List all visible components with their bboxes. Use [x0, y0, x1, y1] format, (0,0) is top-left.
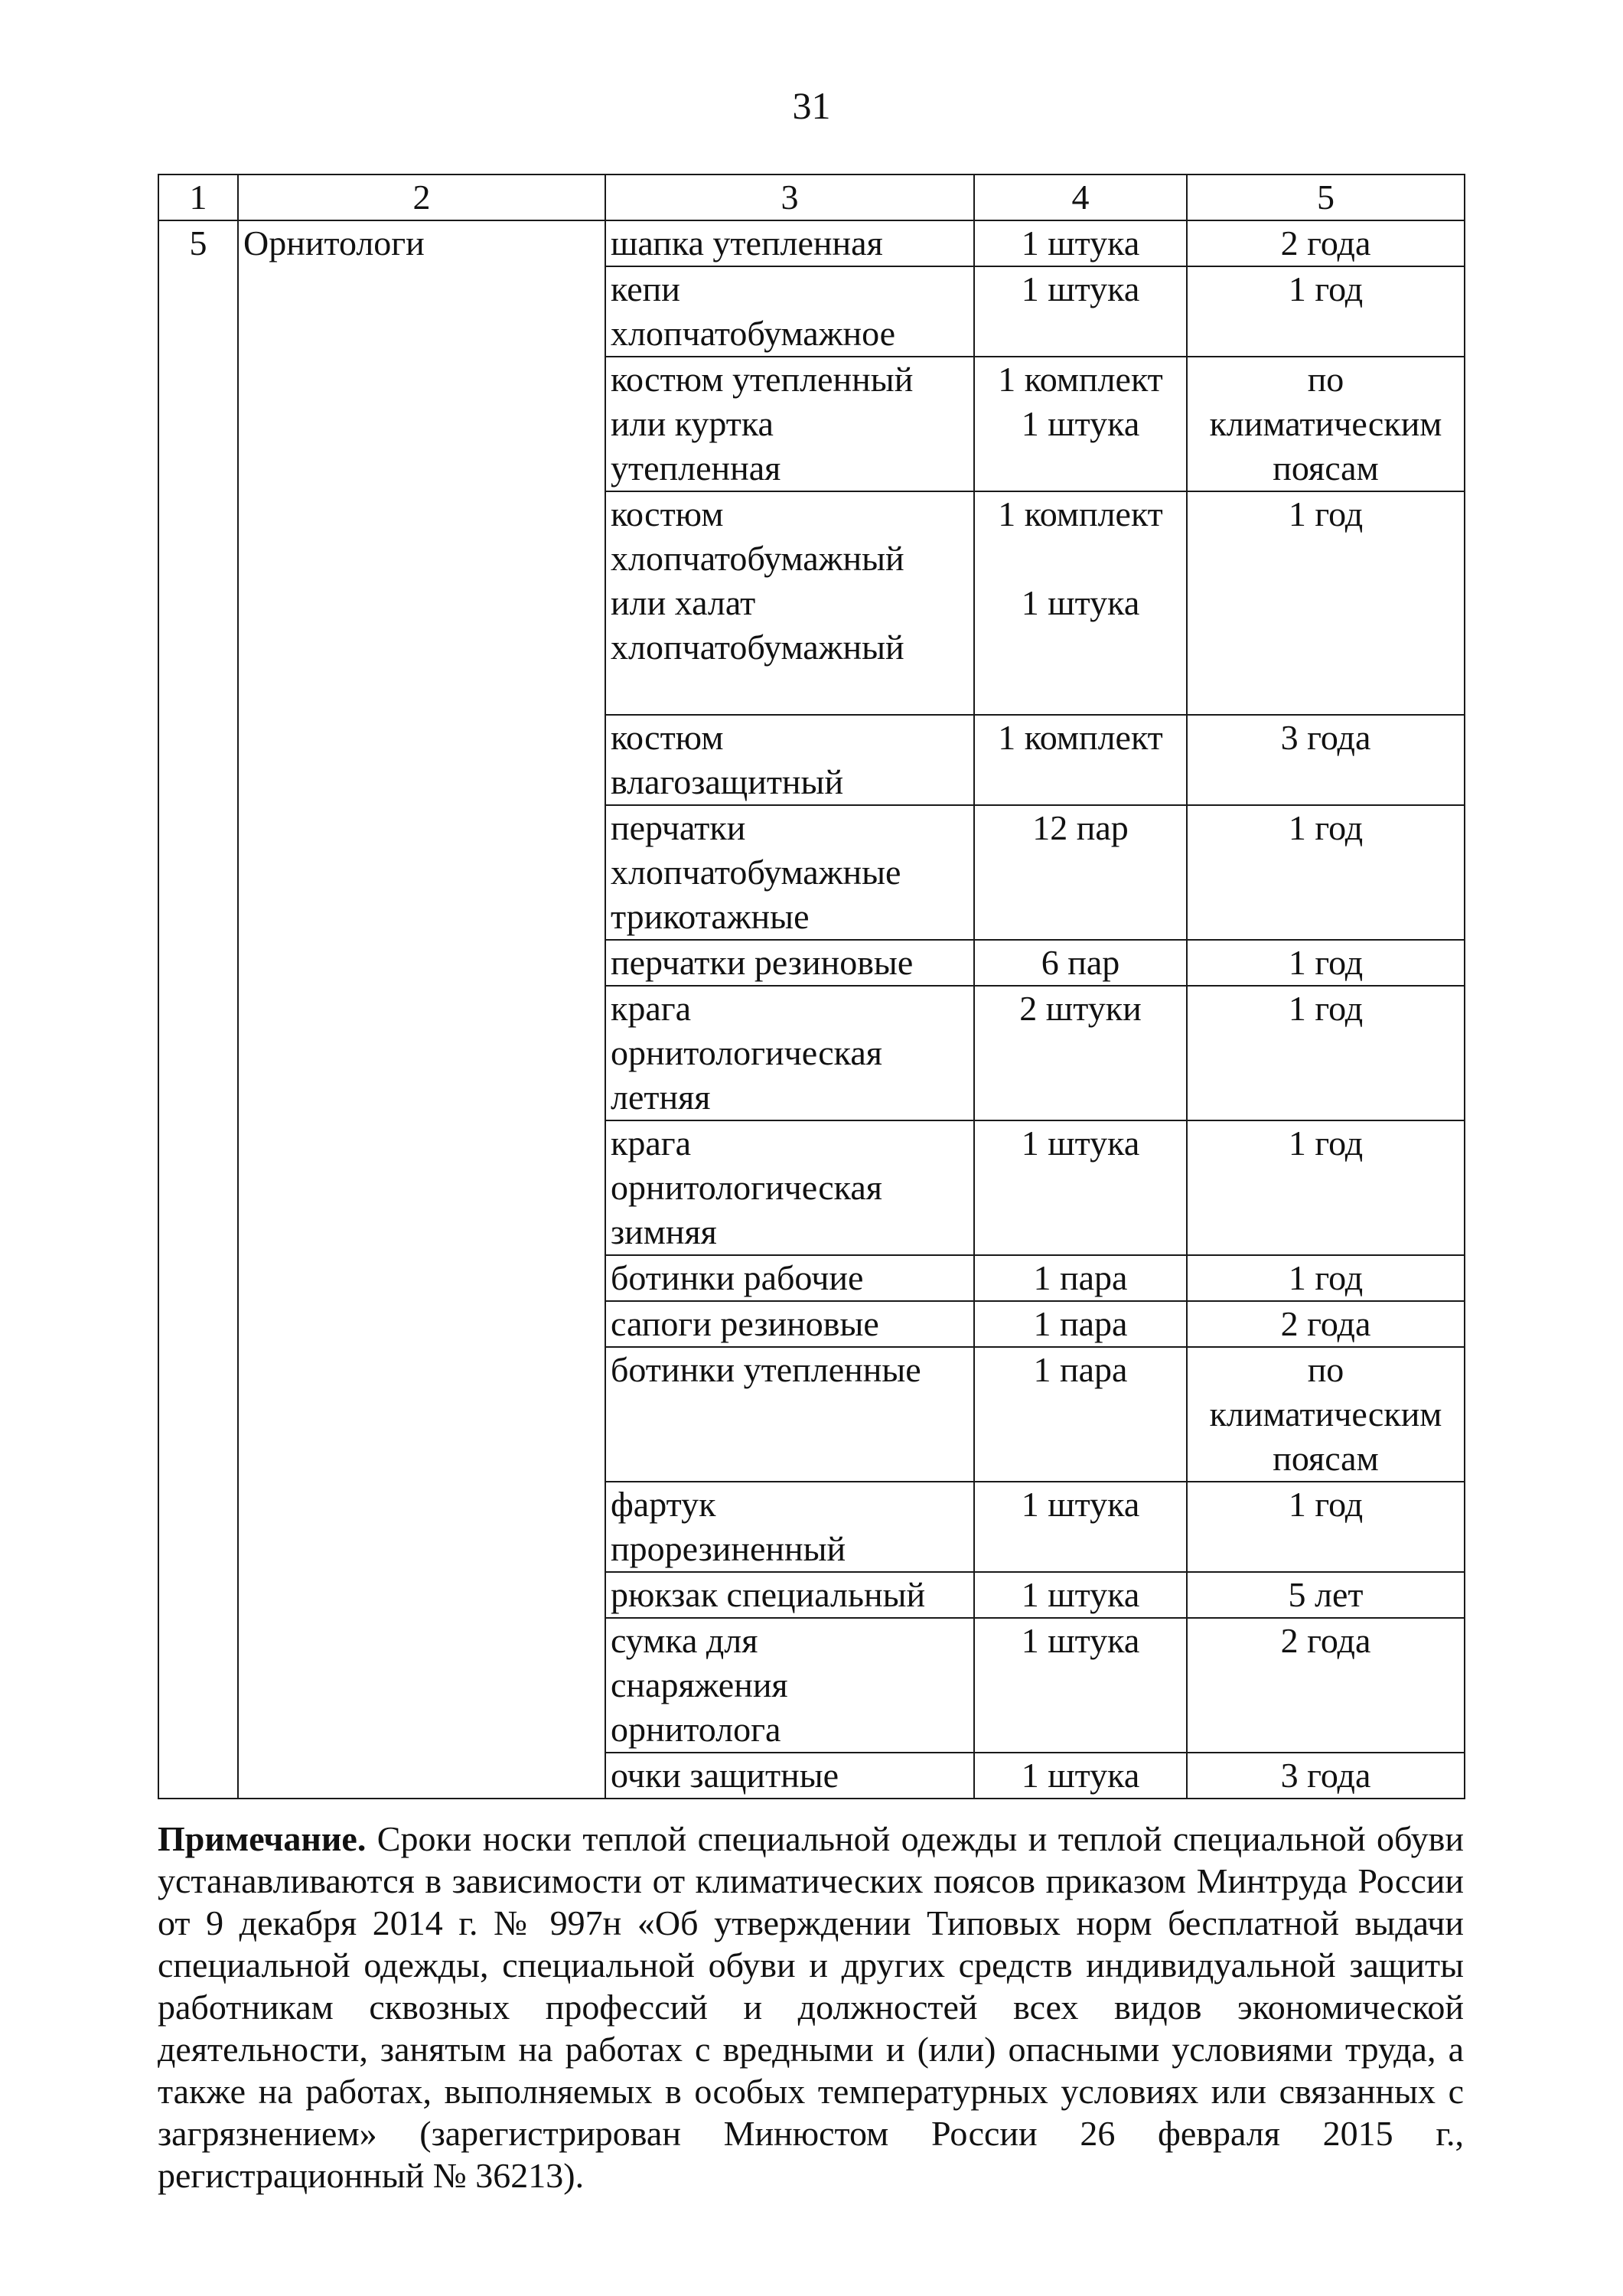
note-paragraph — [158, 1818, 1464, 2197]
item-name: шапка утепленная — [605, 220, 974, 266]
item-name: фартук прорезиненный — [605, 1482, 974, 1572]
profession-cell: Орнитологи — [238, 220, 605, 1799]
item-name: костюм утепленный или куртка утепленная — [605, 357, 974, 491]
item-term: по климатическим поясам — [1187, 357, 1465, 491]
item-quantity: 1 штука — [974, 266, 1187, 357]
item-term: 1 год — [1187, 940, 1465, 986]
item-term: 1 год — [1187, 491, 1465, 715]
item-name: перчатки хлопчатобумажные трикотажные — [605, 805, 974, 940]
item-quantity: 1 штука — [974, 1572, 1187, 1618]
item-name: костюм хлопчатобумажный или халат хлопчатобумажный — [605, 491, 974, 715]
item-quantity: 1 комплект 1 штука — [974, 491, 1187, 715]
item-name: костюм влагозащитный — [605, 715, 974, 805]
column-header: 4 — [974, 174, 1187, 220]
item-quantity: 6 пар — [974, 940, 1187, 986]
column-header: 5 — [1187, 174, 1465, 220]
item-name: рюкзак специальный — [605, 1572, 974, 1618]
item-name: крага орнитологическая зимняя — [605, 1120, 974, 1255]
item-quantity: 1 штука — [974, 220, 1187, 266]
item-term: 1 год — [1187, 1120, 1465, 1255]
item-quantity: 1 комплект — [974, 715, 1187, 805]
row-number: 5 — [158, 220, 238, 1799]
item-quantity: 1 штука — [974, 1753, 1187, 1799]
item-quantity: 1 комплект 1 штука — [974, 357, 1187, 491]
item-term: 1 год — [1187, 1482, 1465, 1572]
item-term: 2 года — [1187, 220, 1465, 266]
note-label: Примечание. — [158, 1819, 367, 1858]
item-name: сумка для снаряжения орнитолога — [605, 1618, 974, 1753]
item-name: сапоги резиновые — [605, 1301, 974, 1347]
table-row — [158, 220, 1465, 266]
column-header: 1 — [158, 174, 238, 220]
item-name: очки защитные — [605, 1753, 974, 1799]
item-term: 3 года — [1187, 1753, 1465, 1799]
item-term: 1 год — [1187, 805, 1465, 940]
norms-table — [158, 174, 1465, 1799]
table-header-row — [158, 174, 1465, 220]
item-term: 5 лет — [1187, 1572, 1465, 1618]
item-name: ботинки рабочие — [605, 1255, 974, 1301]
column-header: 2 — [238, 174, 605, 220]
item-term: 2 года — [1187, 1301, 1465, 1347]
item-name: крага орнитологическая летняя — [605, 986, 974, 1120]
page-number: 31 — [792, 84, 831, 127]
item-term: 3 года — [1187, 715, 1465, 805]
item-quantity: 1 пара — [974, 1301, 1187, 1347]
item-term: 1 год — [1187, 266, 1465, 357]
item-quantity: 12 пар — [974, 805, 1187, 940]
item-term: 1 год — [1187, 986, 1465, 1120]
item-quantity: 1 штука — [974, 1120, 1187, 1255]
item-quantity: 1 штука — [974, 1618, 1187, 1753]
note-text: Сроки носки теплой специальной одежды и теплой специальной обуви устанавливаются в зависимости от климатических поясов приказом Минтруда России от 9 декабря 2014 г. № 997н «Об утверждении Типовых норм бесплатной выдачи специальной одежды, специальной обуви и других средств индивидуальной защиты работникам сквозных профессий и должностей всех видов экономической деятельности, занятым на работах с вредными и (или) опасными условиями труда, а также на работах, выполняемых в особых температурных условиях или связанных с загрязнением» (зарегистрирован Минюстом России 26 февраля 2015 г., регистрационный № 36213). — [158, 1819, 1464, 2195]
item-quantity: 1 пара — [974, 1347, 1187, 1482]
item-term: по климатическим поясам — [1187, 1347, 1465, 1482]
item-quantity: 1 пара — [974, 1255, 1187, 1301]
item-term: 2 года — [1187, 1618, 1465, 1753]
item-quantity: 2 штуки — [974, 986, 1187, 1120]
item-name: ботинки утепленные — [605, 1347, 974, 1482]
column-header: 3 — [605, 174, 974, 220]
item-term: 1 год — [1187, 1255, 1465, 1301]
item-quantity: 1 штука — [974, 1482, 1187, 1572]
item-name: кепи хлопчатобумажное — [605, 266, 974, 357]
item-name: перчатки резиновые — [605, 940, 974, 986]
